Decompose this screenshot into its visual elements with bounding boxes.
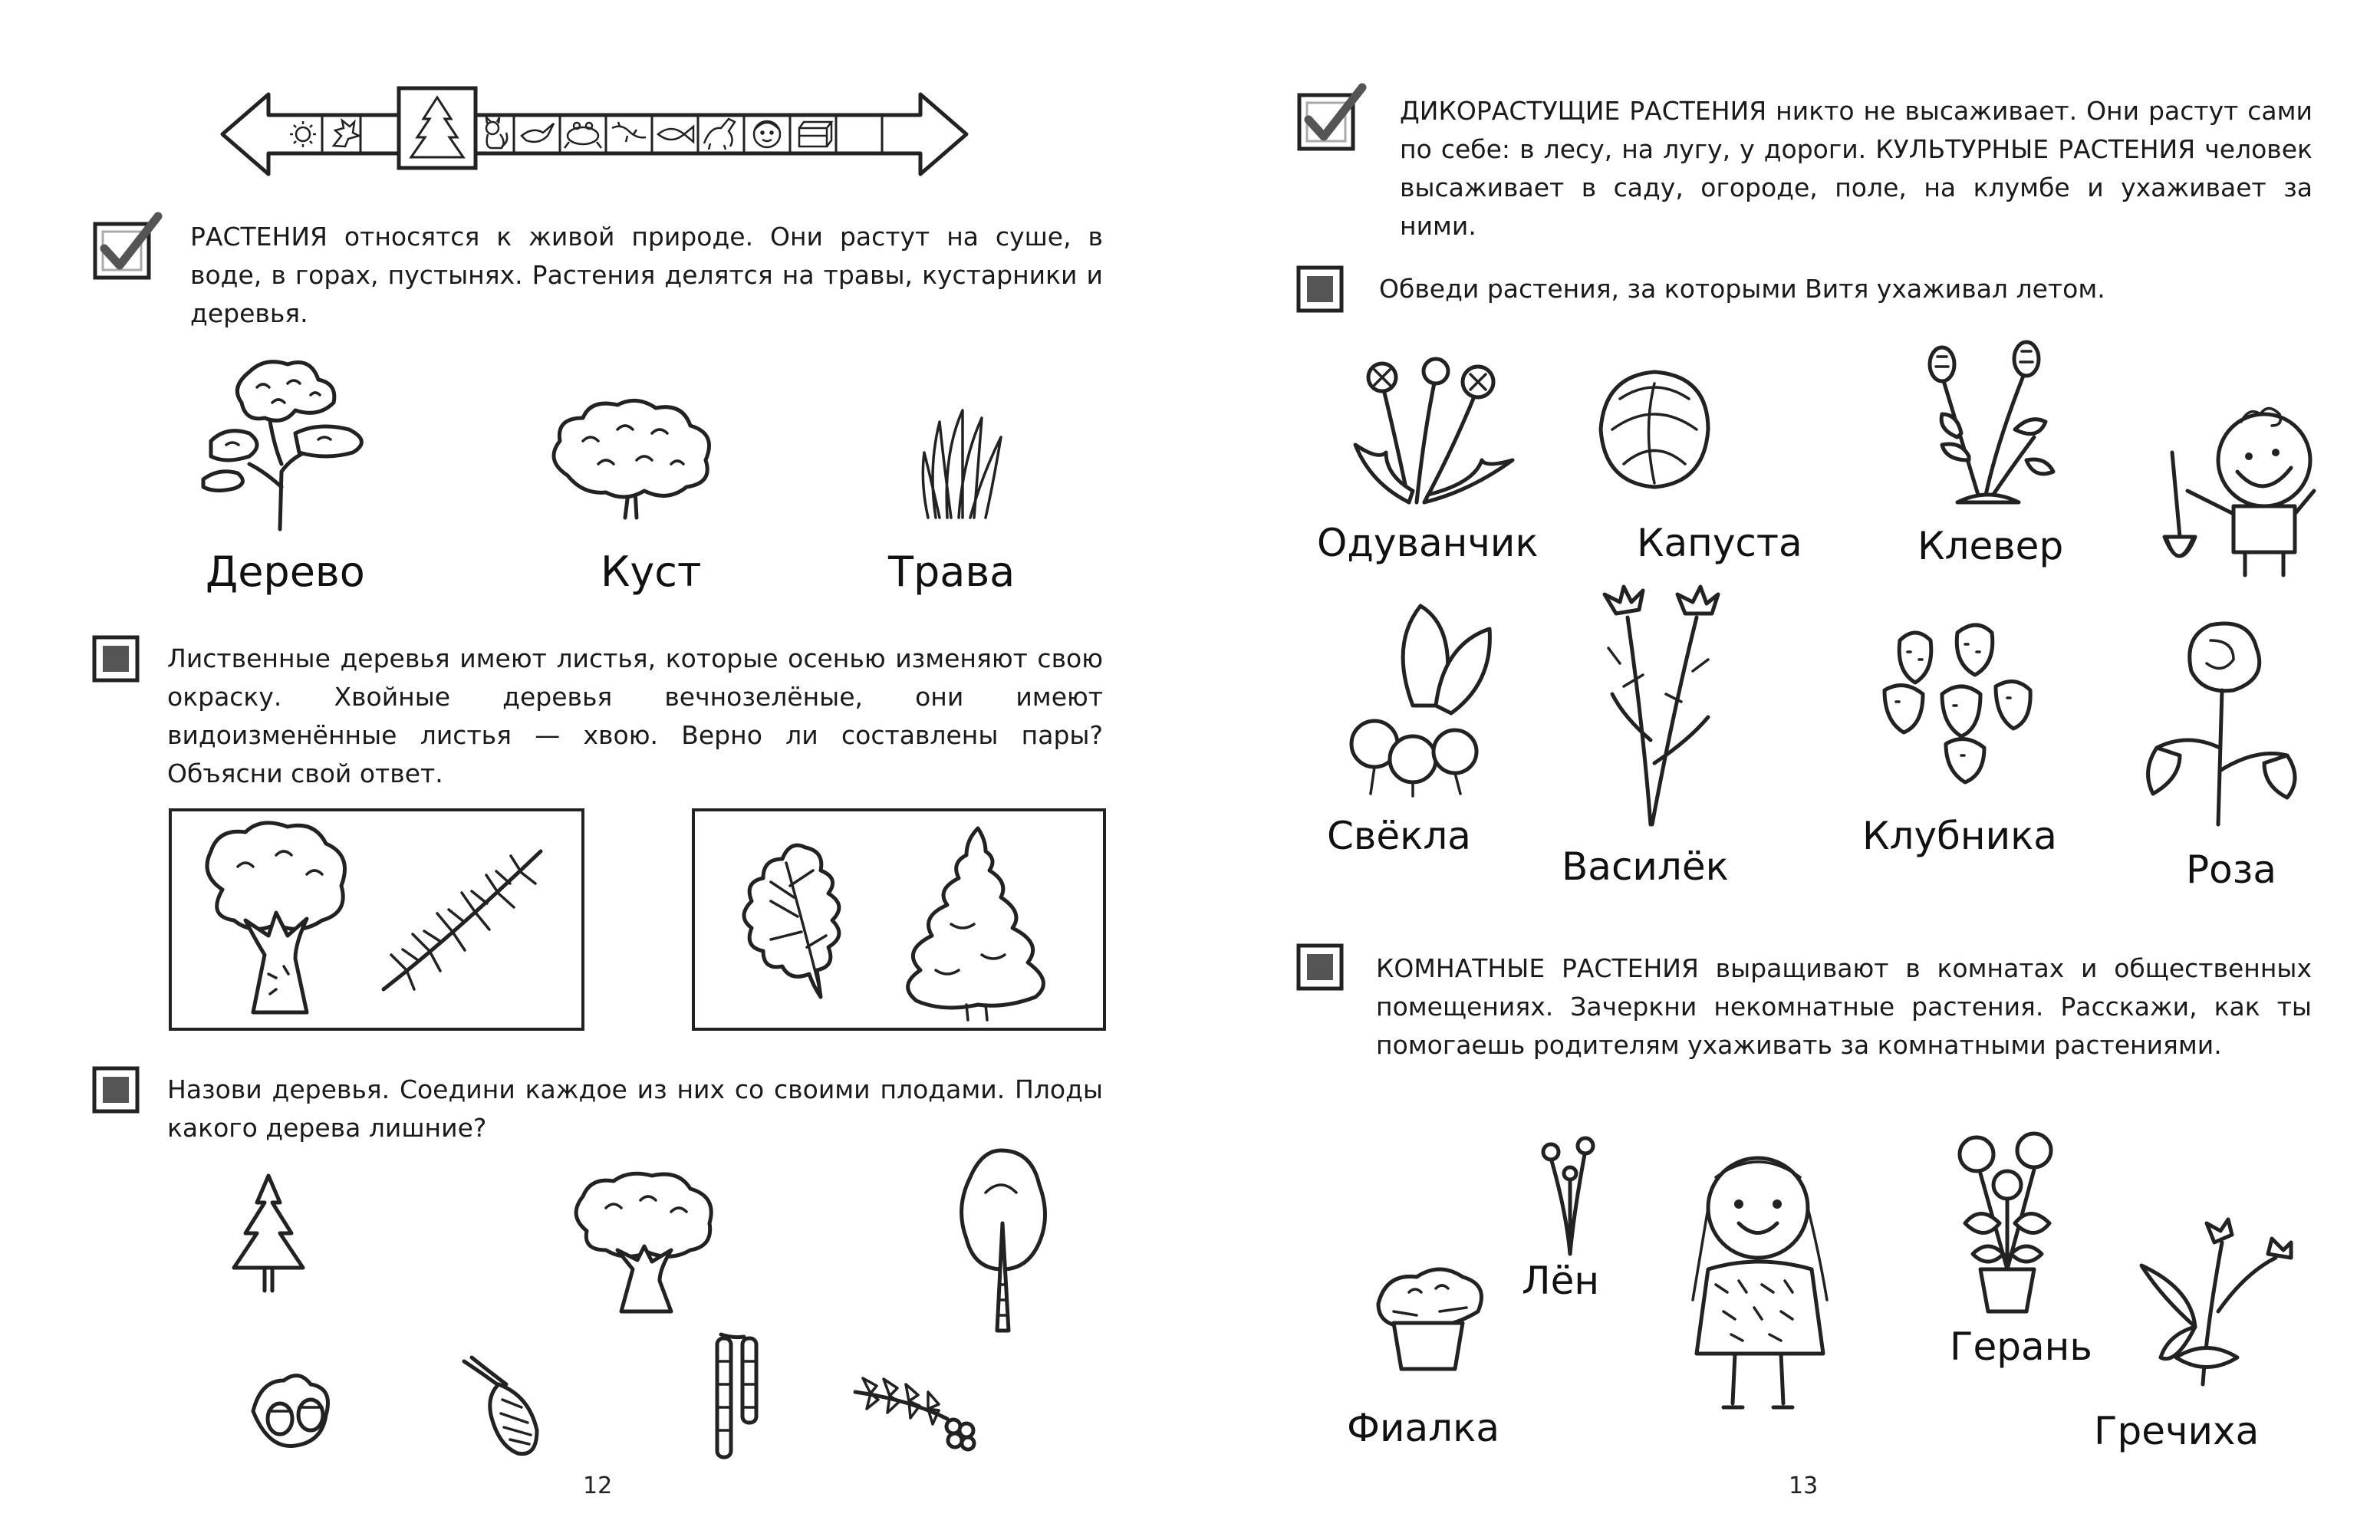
intro-paragraph: ДИКОРАСТУЩИЕ РАСТЕНИЯ никто не высаживает. Они растут сами по себе: в лесу, на лугу, у дороги. КУЛЬТУРНЫЕ РАСТЕНИЯ человек высаживает в саду, огороде, поле, на клумбе и ухаживает за ними. (1400, 96, 2313, 241)
cornflower-drawing (1582, 587, 1735, 828)
caption-rose: Роза (2186, 847, 2276, 892)
caption-violet: Фиалка (1347, 1406, 1499, 1450)
task1-paragraph: Обведи растения, за которыми Витя ухаживал летом. (1379, 274, 2105, 304)
caption-clover: Клевер (1917, 524, 2064, 568)
page-number: 12 (583, 1473, 613, 1499)
task2-paragraph: КОМНАТНЫЕ РАСТЕНИЯ выращивают в комнатах и общественных помещениях. Зачеркни некомнатные растения. Расскажи, как ты помогаешь родителям ухаживать за комнатными растениями. (1376, 953, 2312, 1060)
task2-paragraph: Назови деревья. Соедини каждое из них со своими плодами. Плоды какого дерева лишние? (167, 1074, 1103, 1143)
birch-tree-drawing (955, 1147, 1055, 1334)
caption-cornflower: Василёк (1562, 844, 1729, 889)
oak-leaf-drawing (736, 832, 851, 1001)
rowan-berries-drawing (848, 1361, 978, 1453)
check-icon (92, 215, 163, 285)
flax-drawing (1528, 1135, 1612, 1258)
spruce-cone-drawing (456, 1354, 548, 1461)
boy-with-shovel-drawing (2141, 399, 2322, 579)
buckwheat-drawing (2130, 1212, 2306, 1388)
caption-tree: Дерево (206, 548, 365, 596)
caption-buckwheat: Гречиха (2094, 1409, 2260, 1453)
oak-tree-drawing (192, 821, 360, 1020)
dandelion-drawing (1340, 353, 1524, 506)
oak-tree-small-drawing (564, 1170, 725, 1315)
check-icon (1296, 86, 1367, 156)
intro-paragraph: РАСТЕНИЯ относятся к живой природе. Они растут на суше, в воде, в горах, пустынях. Растения делятся на травы, кустарники и деревья. (190, 222, 1103, 328)
tree-drawing (196, 357, 372, 533)
caption-beet: Свёкла (1327, 814, 1471, 858)
bush-drawing (545, 399, 721, 522)
task-square-icon (1296, 943, 1344, 991)
fir-tree-drawing (222, 1172, 314, 1295)
birch-catkins-drawing (706, 1331, 775, 1461)
caption-flax: Лён (1522, 1259, 1600, 1303)
task-square-icon (92, 635, 140, 683)
spruce-branch-drawing (376, 844, 552, 997)
task-square-icon (1296, 265, 1344, 313)
task-square-icon (92, 1066, 140, 1114)
task1-paragraph: Лиственные деревья имеют листья, которые осенью изменяют свою окраску. Хвойные деревья вечнозелёные, они имеют видоизменённые листья — хвою. Верно ли составлены пары? Объясни свой ответ. (167, 643, 1103, 788)
caption-dandelion: Одуванчик (1317, 521, 1539, 565)
page-number: 13 (1789, 1473, 1819, 1499)
caption-cabbage: Капуста (1637, 521, 1802, 565)
geranium-pot-drawing (1950, 1131, 2065, 1315)
caption-strawberry: Клубника (1862, 814, 2057, 858)
beet-drawing (1328, 598, 1520, 798)
timeline-arrow (222, 88, 974, 180)
girl-with-plants-drawing (1662, 1147, 1858, 1415)
violet-pot-drawing (1363, 1258, 1493, 1373)
cabbage-drawing (1597, 368, 1712, 491)
caption-geranium: Герань (1950, 1324, 2092, 1369)
caption-bush: Куст (601, 548, 702, 596)
clover-drawing (1911, 337, 2065, 506)
snowy-fir-drawing (890, 824, 1066, 1024)
grass-drawing (920, 406, 1012, 522)
rose-drawing (2134, 617, 2306, 828)
right-page (1190, 0, 2380, 1540)
acorns-drawing (238, 1365, 345, 1457)
strawberry-drawing (1869, 617, 2046, 786)
caption-grass: Трава (888, 548, 1016, 596)
